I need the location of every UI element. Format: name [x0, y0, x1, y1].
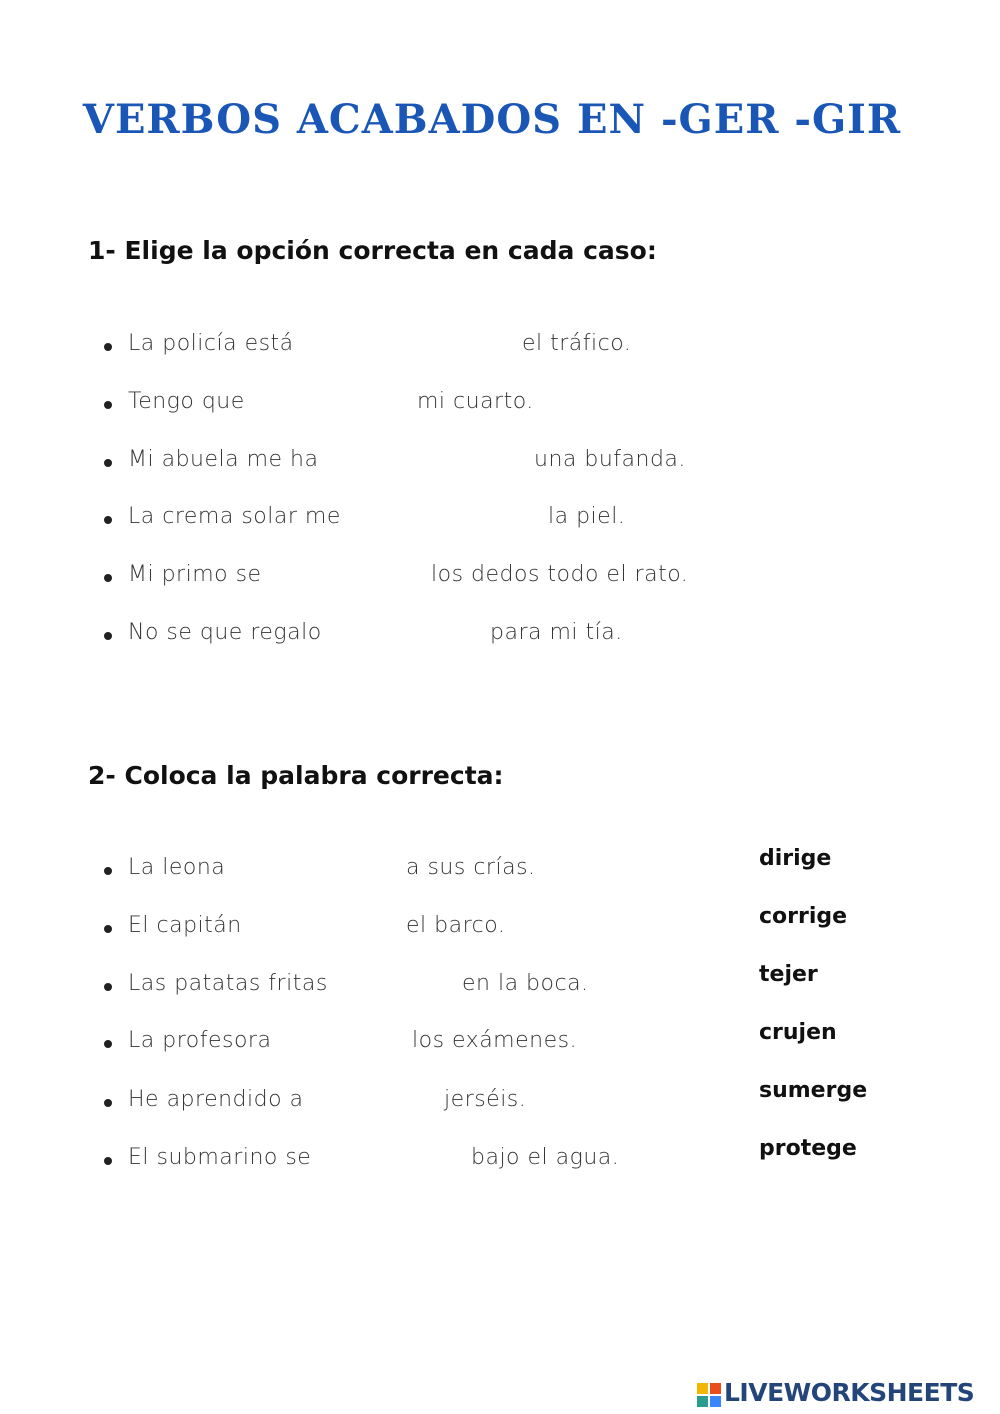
answer-input[interactable] [254, 915, 398, 943]
word-bank-item: tejer [759, 962, 818, 987]
logo-square [697, 1396, 708, 1407]
sentence-start: La profesora [128, 1028, 272, 1053]
sentence-end: mi cuarto. [417, 389, 534, 414]
bullet-icon [104, 1157, 112, 1165]
sentence-start: Mi primo se [128, 562, 262, 587]
section2-heading: 2- Coloca la palabra correcta: [88, 761, 504, 790]
logo-square [710, 1396, 721, 1407]
answer-input[interactable] [254, 391, 408, 419]
word-bank-item: dirige [759, 846, 832, 871]
answer-input[interactable] [324, 1147, 468, 1175]
answer-input[interactable] [329, 622, 483, 650]
bullet-icon [104, 516, 112, 524]
sentence-end: la piel. [548, 504, 626, 529]
bullet-icon [104, 1040, 112, 1048]
sentence-end: jerséis. [444, 1087, 527, 1112]
bullet-icon [104, 401, 112, 409]
bullet-icon [104, 925, 112, 933]
logo-square [697, 1383, 708, 1394]
word-bank-item: crujen [759, 1020, 837, 1045]
sentence-start: Mi abuela me ha [128, 447, 319, 472]
answer-input[interactable] [324, 449, 518, 477]
answer-input[interactable] [269, 564, 423, 592]
sentence-end: los dedos todo el rato. [431, 562, 689, 587]
logo-square [710, 1383, 721, 1394]
bullet-icon [104, 983, 112, 991]
sentence-start: No se que regalo [128, 620, 322, 645]
sentence-end: una bufanda. [534, 447, 686, 472]
sentence-end: el barco. [406, 913, 506, 938]
answer-input[interactable] [244, 857, 398, 885]
sentence-end: a sus crías. [406, 855, 536, 880]
logo-text: LIVEWORKSHEETS [724, 1378, 975, 1407]
sentence-start: Las patatas fritas [128, 971, 328, 996]
sentence-start: He aprendido a [128, 1087, 304, 1112]
sentence-start: El capitán [128, 913, 242, 938]
word-bank-item: corrige [759, 904, 848, 929]
bullet-icon [104, 574, 112, 582]
word-bank-item: sumerge [759, 1078, 868, 1103]
sentence-end: en la boca. [462, 971, 589, 996]
sentence-start: La policía está [128, 331, 294, 356]
sentence-start: La leona [128, 855, 226, 880]
bullet-icon [104, 1099, 112, 1107]
answer-input[interactable] [314, 1089, 438, 1117]
bullet-icon [104, 867, 112, 875]
bullet-icon [104, 343, 112, 351]
liveworksheets-logo-icon [697, 1383, 721, 1407]
liveworksheets-logo [697, 1378, 993, 1410]
sentence-end: para mi tía. [490, 620, 623, 645]
answer-input[interactable] [349, 506, 543, 534]
answer-input[interactable] [284, 1030, 408, 1058]
word-bank-item: protege [759, 1136, 857, 1161]
sentence-end: bajo el agua. [471, 1145, 620, 1170]
answer-input[interactable] [294, 333, 498, 361]
sentence-start: El submarino se [128, 1145, 312, 1170]
answer-input[interactable] [334, 973, 458, 1001]
sentence-start: La crema solar me [128, 504, 341, 529]
bullet-icon [104, 632, 112, 640]
bullet-icon [104, 459, 112, 467]
sentence-end: los exámenes. [412, 1028, 578, 1053]
sentence-start: Tengo que [128, 389, 245, 414]
sentence-end: el tráfico. [522, 331, 632, 356]
section1-heading: 1- Elige la opción correcta en cada caso: [88, 236, 657, 265]
page-title: VERBOS ACABADOS EN -GER -GIR [82, 96, 902, 143]
